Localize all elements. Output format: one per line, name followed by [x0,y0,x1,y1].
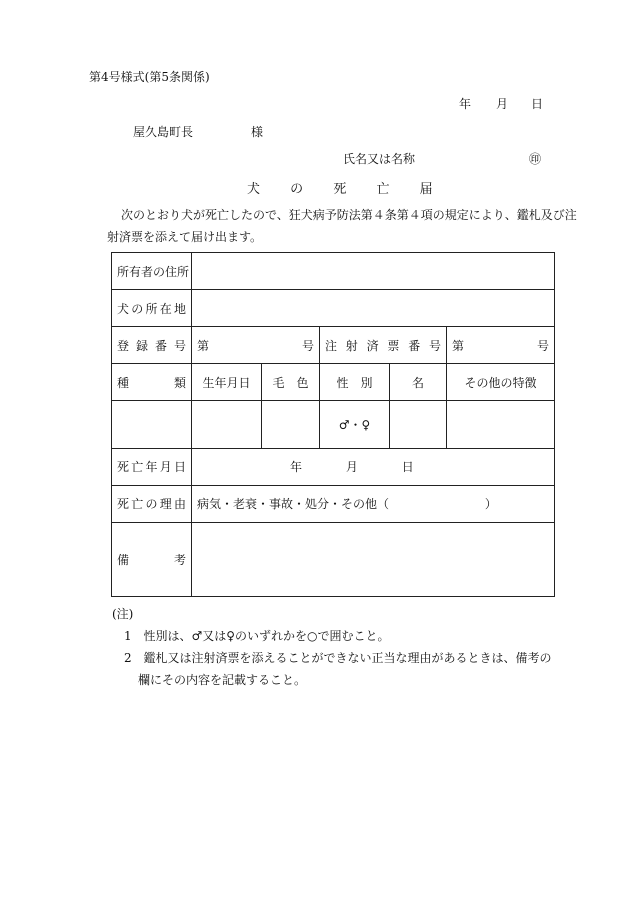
note-item [112,625,562,647]
dog-details-row [112,401,555,448]
owner-address-row [112,253,555,290]
date-month-label: 月 [496,97,509,111]
death-reason-row [112,485,555,522]
applicant-name-label: 氏名又は名称 [343,152,416,166]
note-number: 2 [124,651,132,665]
death-date-label: 死亡年月日 [112,448,192,485]
date-day-label: 日 [531,97,544,111]
birth-date-field[interactable] [192,401,262,448]
dog-death-form-table [111,252,555,597]
injection-number-field[interactable] [447,327,555,364]
title-char: 届 [419,182,433,197]
notes [112,603,562,691]
injection-dai: 第 [452,338,465,353]
note-item [112,647,562,691]
birth-date-label: 生年月日 [192,364,262,401]
note-text: 性別は、♂又は♀のいずれかを○で囲むこと。 [143,629,390,643]
intro-text-line2: 射済票を添えて届け出ます。 [107,230,263,244]
title-char: 亡 [376,182,390,197]
death-day-label: 日 [401,460,414,475]
owner-address-field[interactable] [192,253,555,290]
dog-location-label: 犬の所在地 [112,290,192,327]
registration-row [112,327,555,364]
coat-color-field[interactable] [262,401,320,448]
sex-field[interactable]: ♂・♀ [320,401,390,448]
dog-location-field[interactable] [192,290,555,327]
title-char: 犬 [247,182,261,197]
owner-address-label: 所有者の住所 [112,253,192,290]
dog-location-row [112,290,555,327]
breed-field[interactable] [112,401,192,448]
remarks-label: 備考 [112,522,192,596]
note-text: 鑑札又は注射済票を添えることができない正当な理由があるときは、備考の欄にその内容を記載すること。 [138,651,552,687]
death-month-label: 月 [345,460,358,475]
death-date-row [112,448,555,485]
note-number: 1 [124,629,132,643]
sex-label: 性 別 [320,364,390,401]
form-number: 第4号様式(第5条関係) [89,70,210,84]
other-features-field[interactable] [447,401,555,448]
dog-name-field[interactable] [390,401,447,448]
registration-dai: 第 [197,338,210,353]
coat-color-label: 毛 色 [262,364,320,401]
death-reason-field[interactable] [192,485,555,522]
seal-mark: ㊞ [529,152,542,166]
intro-text-line1: 次のとおり犬が死亡したので、狂犬病予防法第４条第４項の規定により、鑑札及び注 [121,208,577,222]
remarks-row [112,522,555,596]
reason-close: ） [484,497,497,512]
registration-number-label: 登録番号 [112,327,192,364]
injection-go: 号 [537,338,550,353]
addressee-name: 屋久島町長 [133,125,194,139]
death-year-label: 年 [290,460,303,475]
registration-go: 号 [301,338,314,353]
dog-name-label: 名 [390,364,447,401]
document-title [247,178,433,197]
title-char: の [290,182,304,197]
title-char: 死 [333,182,347,197]
notes-heading: (注) [112,607,134,621]
addressee-suffix: 様 [251,125,264,139]
date-year-label: 年 [459,97,472,111]
registration-number-field[interactable] [192,327,320,364]
death-date-field[interactable] [192,448,555,485]
breed-label: 種類 [112,364,192,401]
reason-options: 病気・老衰・事故・処分・その他（ [197,497,390,512]
other-features-label: その他の特徴 [447,364,555,401]
remarks-field[interactable] [192,522,555,596]
injection-number-label: 注射済票番号 [320,327,447,364]
death-reason-label: 死亡の理由 [112,485,192,522]
dog-details-header-row [112,364,555,401]
